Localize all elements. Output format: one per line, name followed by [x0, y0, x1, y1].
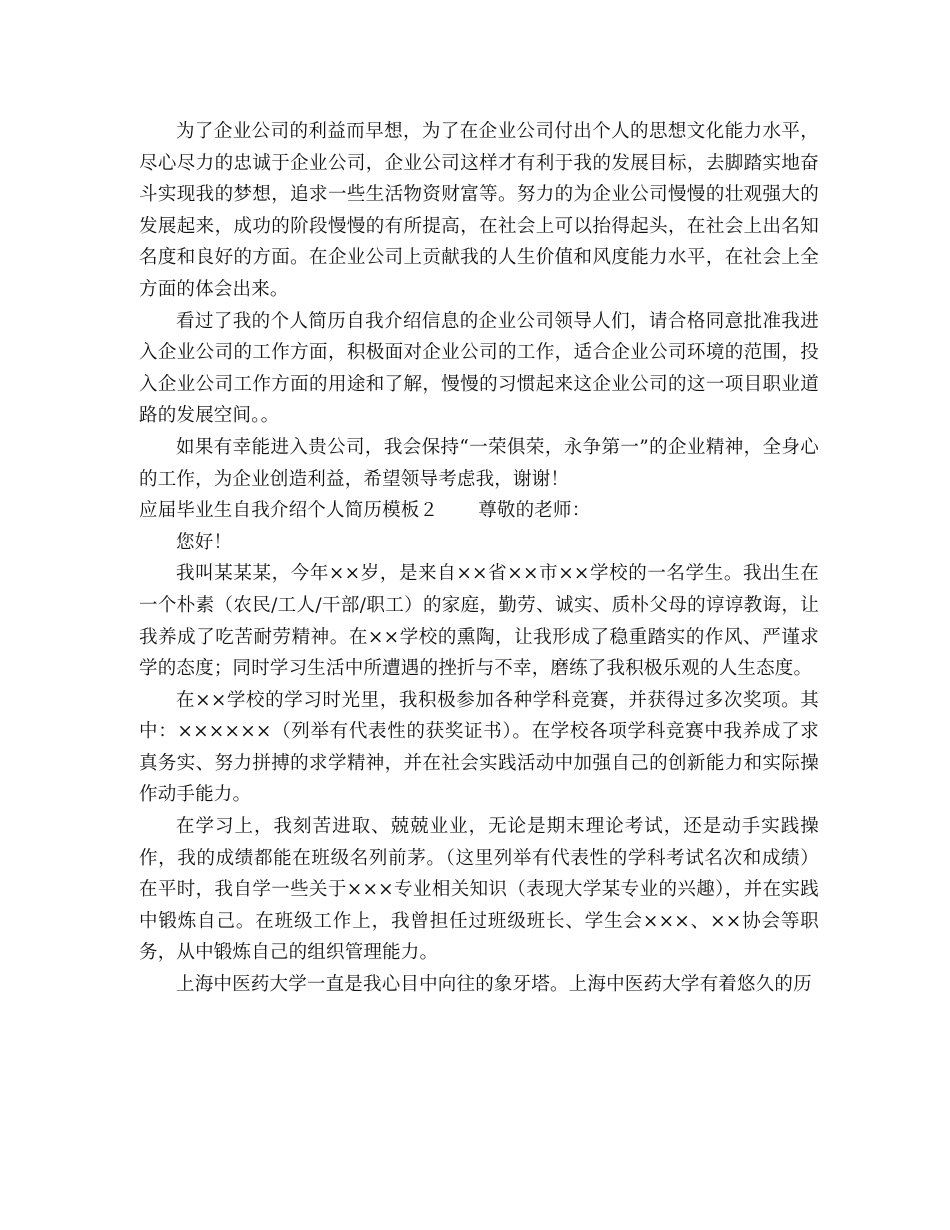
section-title: 应届毕业生自我介绍个人简历模板２ [139, 500, 439, 522]
greeting: 您好！ [176, 531, 233, 553]
paragraph-company-devotion: 为了企业公司的利益而早想，为了在企业公司付出个人的思想文化能力水平，尽心尽力的忠诚于企业公司，企业公司这样才有利于我的发展目标，去脚踏实地奋斗实现我的梦想，追求一些生活物资财富等。努力的为企业公司慢慢的壮观强大的发展起来，成功的阶段慢慢的有所提高，在社会上可以抬得起头，在社会上出名知名度和良好的方面。在企业公司上贡献我的人生价值和风度能力水平，在社会上全方面的体会出来。 [139, 121, 819, 300]
paragraph-request-employment: 看过了我的个人简历自我介绍信息的企业公司领导人们，请合格同意批准我进入企业公司的工作方面，积极面对企业公司的工作，适合企业公司环境的范围，投入企业公司工作方面的用途和了解，慢慢的习惯起来这企业公司的这一项目职业道路的发展空间。。 [139, 310, 819, 427]
salutation: 尊敬的老师： [478, 500, 591, 522]
section-heading-line [139, 495, 819, 527]
document-body [139, 116, 819, 1001]
paragraph-competitions: 在××学校的学习时光里，我积极参加各种学科竞赛，并获得过多次奖项。其中：××××××（列举有代表性的获奖证书）。在学校各项学科竞赛中我养成了求真务实、努力拼搏的求学精神，并在社会实践活动中加强自己的创新能力和实际操作动手能力。 [139, 689, 819, 806]
paragraph-study-and-work: 在学习上，我刻苦进取、兢兢业业，无论是期末理论考试，还是动手实践操作，我的成绩都能在班级名列前茅。（这里列举有代表性的学科考试名次和成绩）在平时，我自学一些关于×××专业相关知识（表现大学某专业的兴趣），并在实践中锻炼自己。在班级工作上，我曾担任过班级班长、学生会×××、××协会等职务，从中锻炼自己的组织管理能力。 [139, 816, 819, 964]
paragraph-university: 上海中医药大学一直是我心目中向往的象牙塔。上海中医药大学有着悠久的历 [176, 974, 812, 996]
paragraph-self-introduction: 我叫某某某，今年××岁，是来自××省××市××学校的一名学生。我出生在一个朴素（农民/工人/干部/职工）的家庭，勤劳、诚实、质朴父母的谆谆教诲，让我养成了吃苦耐劳精神。在××学校的熏陶，让我形成了稳重踏实的作风、严谨求学的态度；同时学习生活中所遭遇的挫折与不幸，磨练了我积极乐观的人生态度。 [139, 563, 819, 680]
paragraph-closing-thanks: 如果有幸能进入贵公司，我会保持“一荣俱荣，永争第一”的企业精神，全身心的工作，为企业创造利益，希望领导考虑我，谢谢！ [139, 436, 819, 490]
